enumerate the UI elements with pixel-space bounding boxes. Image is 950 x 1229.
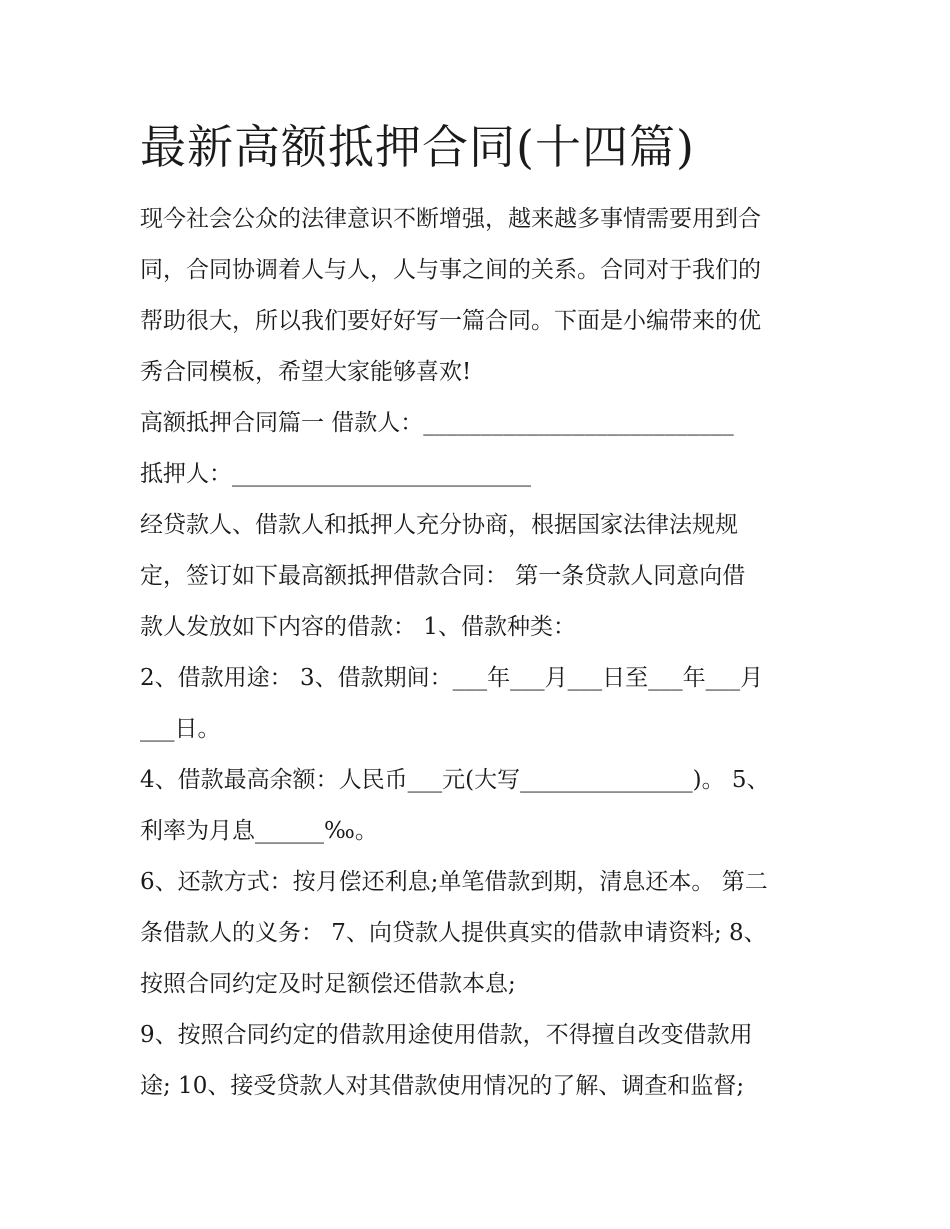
body-line: 2、借款用途： 3、借款期间：___年___月___日至___年___月 <box>140 665 764 691</box>
body-line: 9、按照合同约定的借款用途使用借款，不得擅自改变借款用 <box>140 1022 753 1048</box>
body-line: 6、还款方式：按月偿还利息;单笔借款到期，清息还本。 第二 <box>140 869 768 895</box>
body-line: 现今社会公众的法律意识不断增强，越来越多事情需要用到合 <box>140 206 761 232</box>
body-line: 利率为月息______‰。 <box>140 818 378 844</box>
body-line: 帮助很大，所以我们要好好写一篇合同。下面是小编带来的优 <box>140 308 761 334</box>
body-line: 同，合同协调着人与人，人与事之间的关系。合同对于我们的 <box>140 257 761 283</box>
body-line: 经贷款人、借款人和抵押人充分协商，根据国家法律法规规 <box>140 512 738 538</box>
body-line: 抵押人：__________________________ <box>140 461 531 487</box>
body-line: 款人发放如下内容的借款： 1、借款种类： <box>140 614 576 640</box>
body-line: 高额抵押合同篇一 借款人：___________________________ <box>140 410 734 436</box>
body-line: 条借款人的义务： 7、向贷款人提供真实的借款申请资料; 8、 <box>140 920 767 946</box>
body-line: ___日。 <box>140 716 221 742</box>
body-line: 按照合同约定及时足额偿还借款本息; <box>140 971 516 997</box>
body-line: 4、借款最高余额：人民币___元(大写_______________)。 5、 <box>140 767 770 793</box>
document-page <box>140 112 820 1112</box>
body-line: 途; 10、接受贷款人对其借款使用情况的了解、调查和监督; <box>140 1073 745 1099</box>
document-body <box>140 194 820 1112</box>
page-title: 最新高额抵押合同(十四篇) <box>140 120 695 174</box>
body-line: 定，签订如下最高额抵押借款合同： 第一条贷款人同意向借 <box>140 563 746 589</box>
body-line: 秀合同模板，希望大家能够喜欢! <box>140 359 472 385</box>
